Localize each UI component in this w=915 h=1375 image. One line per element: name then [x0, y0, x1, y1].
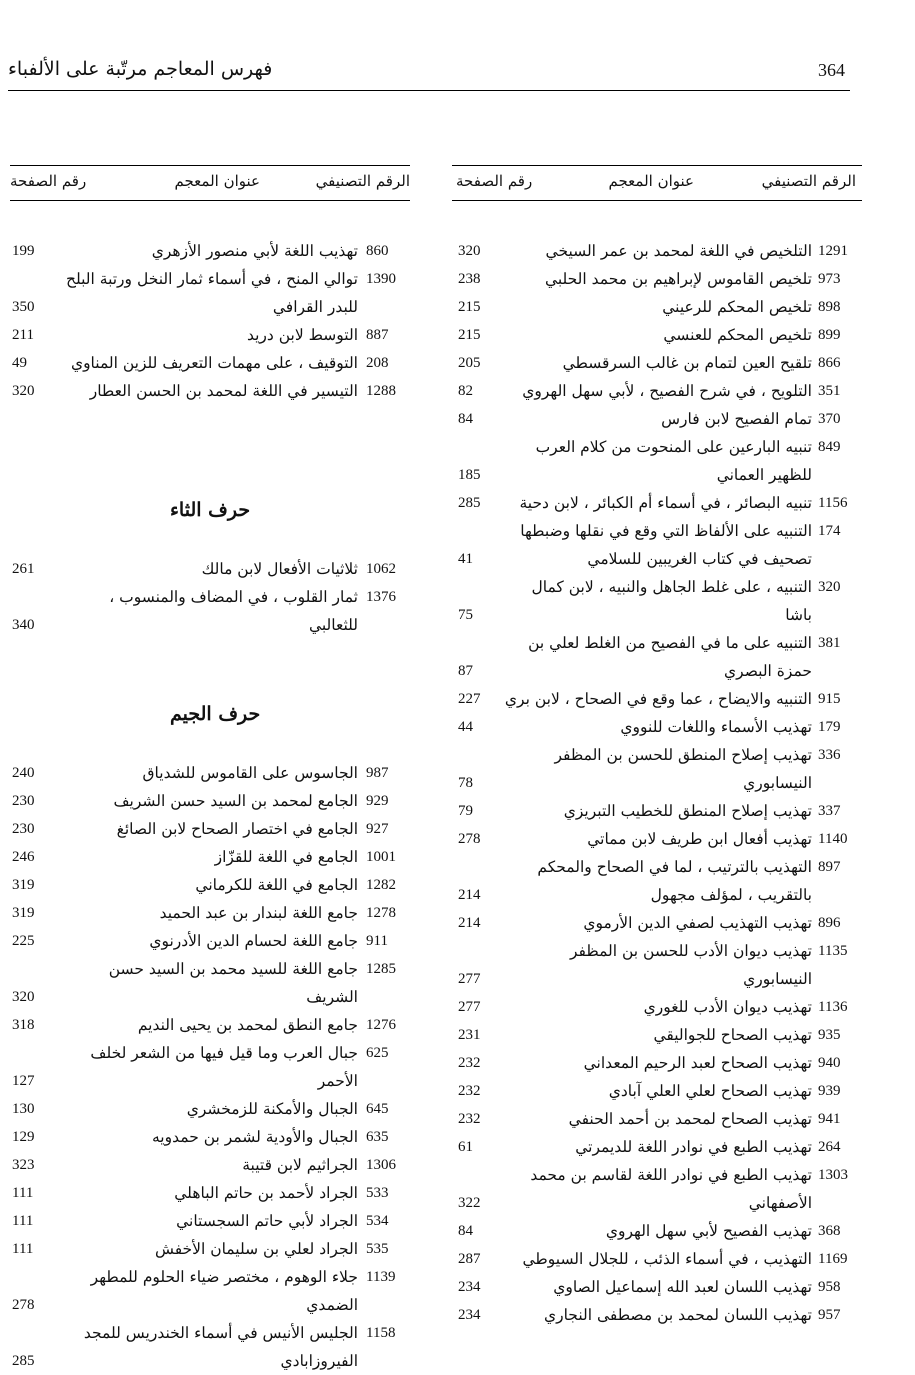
list-item: [10, 1207, 410, 1235]
class-number: 911: [366, 933, 388, 949]
page-ref: 111: [12, 1241, 34, 1257]
dictionary-title: تهذيب الصحاح للجواليقي: [653, 1026, 812, 1044]
dictionary-title: التنبيه ، على غلط الجاهل والنبيه ، لابن كمال باشا: [531, 578, 812, 624]
class-number: 987: [366, 765, 389, 781]
dictionary-title: تهذيب الصحاح لعلي العلي آبادي: [608, 1082, 812, 1100]
dictionary-title: تهذيب الصحاح لمحمد بن أحمد الحنفي: [568, 1110, 812, 1128]
list-item: [452, 489, 862, 517]
list-item: [452, 797, 862, 825]
page-ref: 238: [458, 271, 481, 287]
page-ref: 234: [458, 1279, 481, 1295]
dictionary-title: التنبيه والايضاح ، عما وقع في الصحاح ، لابن بري: [504, 690, 812, 708]
dictionary-title: جبال العرب وما قيل فيها من الشعر لخلف الأحمر: [90, 1044, 358, 1090]
list-item: [452, 1161, 862, 1217]
dictionary-title: الجراد لعلي بن سليمان الأخفش: [154, 1240, 358, 1258]
dictionary-title: تهذيب الفصيح لأبي سهل الهروي: [605, 1222, 812, 1240]
class-number: 897: [818, 859, 841, 875]
list-item: [10, 1263, 410, 1319]
dictionary-title: تلخيص المحكم للعنسي: [663, 326, 812, 344]
list-item: [10, 1319, 410, 1375]
class-number: 264: [818, 1139, 841, 1155]
column-header: [452, 165, 862, 201]
list-item: [10, 1011, 410, 1039]
class-number: 1136: [818, 999, 848, 1015]
list-item: [452, 1273, 862, 1301]
page-ref: 231: [458, 1027, 481, 1043]
class-number: 1285: [366, 961, 396, 977]
class-number: 1306: [366, 1157, 396, 1173]
list-item: [452, 853, 862, 909]
page-ref: 111: [12, 1213, 34, 1229]
dictionary-title: الجامع لمحمد بن السيد حسن الشريف: [113, 792, 358, 810]
class-number: 898: [818, 299, 841, 315]
list-item: [10, 583, 410, 639]
class-number: 1282: [366, 877, 396, 893]
page-ref: 232: [458, 1111, 481, 1127]
list-item: [452, 909, 862, 937]
list-item: [452, 433, 862, 489]
list-item: [10, 1179, 410, 1207]
class-number: 351: [818, 383, 841, 399]
col-dict-title: عنوان المعجم: [174, 172, 260, 190]
page-header: [8, 58, 848, 88]
list-item: [452, 1301, 862, 1329]
page-ref: 129: [12, 1129, 35, 1145]
dictionary-title: تلخيص القاموس لإبراهيم بن محمد الحلبي: [544, 270, 812, 288]
page-ref: 185: [458, 467, 481, 483]
list-item: [10, 871, 410, 899]
class-number: 1303: [818, 1167, 848, 1183]
page-ref: 340: [12, 617, 35, 633]
class-number: 534: [366, 1213, 389, 1229]
list-item: [452, 293, 862, 321]
class-number: 320: [818, 579, 841, 595]
class-number: 625: [366, 1045, 389, 1061]
dictionary-title: تهذيب الصحاح لعبد الرحيم المعداني: [583, 1054, 812, 1072]
page-ref: 49: [12, 355, 27, 371]
dictionary-title: الجامع في اختصار الصحاح لابن الصائغ: [116, 820, 358, 838]
list-item: [10, 759, 410, 787]
class-number: 1288: [366, 383, 396, 399]
page-ref: 318: [12, 1017, 35, 1033]
list-item: [452, 265, 862, 293]
page-ref: 205: [458, 355, 481, 371]
dictionary-title: تهذيب الأسماء واللغات للنووي: [620, 718, 812, 736]
dictionary-title: الجراد لأبي حاتم السجستاني: [176, 1212, 358, 1230]
class-number: 1139: [366, 1269, 396, 1285]
class-number: 957: [818, 1307, 841, 1323]
dictionary-title: تهذيب الطبع في نوادر اللغة لقاسم بن محمد الأصفهاني: [530, 1166, 812, 1212]
col-class-no: الرقم التصنيفي: [315, 172, 410, 190]
list-item: [452, 237, 862, 265]
page-ref: 199: [12, 243, 35, 259]
class-number: 1276: [366, 1017, 396, 1033]
list-item: [10, 927, 410, 955]
class-number: 1001: [366, 849, 396, 865]
dictionary-title: تهذيب الطبع في نوادر اللغة للديمرتي: [575, 1138, 812, 1156]
dictionary-title: تلقيح العين لتمام بن غالب السرقسطي: [562, 354, 812, 372]
list-item: [10, 349, 410, 377]
class-number: 1062: [366, 561, 396, 577]
page-ref: 211: [12, 327, 34, 343]
dictionary-title: التهذيب بالترتيب ، لما في الصحاح والمحكم بالتقريب ، لمؤلف مجهول: [537, 858, 812, 904]
dictionary-title: التوسط لابن دريد: [246, 326, 358, 344]
page-ref: 127: [12, 1073, 35, 1089]
page-ref: 79: [458, 803, 473, 819]
class-number: 958: [818, 1279, 841, 1295]
dictionary-title: التنبيه على الألفاظ التي وقع في نقلها وضبطها تصحيف في كتاب الغريبين للسلامي: [520, 522, 812, 568]
left-column: [10, 165, 410, 1370]
page-ref: 240: [12, 765, 35, 781]
dictionary-title: تهذيب ديوان الأدب للغوري: [643, 998, 812, 1016]
class-number: 1278: [366, 905, 396, 921]
page-ref: 278: [12, 1297, 35, 1313]
page-ref: 215: [458, 327, 481, 343]
page-ref: 61: [458, 1139, 473, 1155]
page-ref: 78: [458, 775, 473, 791]
list-item: [452, 1245, 862, 1273]
class-number: 381: [818, 635, 841, 651]
right-column: [452, 165, 862, 1324]
dictionary-title: تهذيب اللسان لعبد الله إسماعيل الصاوي: [553, 1278, 812, 1296]
class-number: 1291: [818, 243, 848, 259]
page-ref: 320: [12, 383, 35, 399]
class-number: 1135: [818, 943, 848, 959]
entry-list: [10, 237, 410, 405]
page-ref: 277: [458, 971, 481, 987]
dictionary-title: التلخيص في اللغة لمحمد بن عمر السيخي: [545, 242, 812, 260]
dictionary-title: الجامع في اللغة للقزّاز: [214, 848, 358, 866]
list-item: [452, 713, 862, 741]
col-page-no: رقم الصفحة: [456, 172, 533, 190]
dictionary-title: تهذيب أفعال ابن طريف لابن مماتي: [587, 830, 812, 848]
class-number: 370: [818, 411, 841, 427]
class-number: 866: [818, 355, 841, 371]
dictionary-title: جامع اللغة للسيد محمد بن السيد حسن الشريف: [108, 960, 358, 1006]
page-ref: 214: [458, 887, 481, 903]
list-item: [452, 825, 862, 853]
list-item: [452, 1105, 862, 1133]
list-item: [452, 349, 862, 377]
list-item: [10, 787, 410, 815]
page-ref: 111: [12, 1185, 34, 1201]
page-ref: 285: [458, 495, 481, 511]
list-item: [452, 629, 862, 685]
page-ref: 278: [458, 831, 481, 847]
page-ref: 232: [458, 1055, 481, 1071]
list-item: [452, 741, 862, 797]
page-ref: 75: [458, 607, 473, 623]
page-ref: 230: [12, 821, 35, 837]
list-item: [10, 237, 410, 265]
dictionary-title: الجليس الأنيس في أسماء الخندريس للمجد الفيروزابادي: [83, 1324, 358, 1370]
class-number: 935: [818, 1027, 841, 1043]
list-item: [10, 955, 410, 1011]
class-number: 927: [366, 821, 389, 837]
list-item: [452, 685, 862, 713]
page-ref: 215: [458, 299, 481, 315]
list-item: [10, 321, 410, 349]
page-ref: 230: [12, 793, 35, 809]
list-item: [452, 1217, 862, 1245]
page-ref: 320: [458, 243, 481, 259]
list-item: [452, 405, 862, 433]
page-ref: 323: [12, 1157, 35, 1173]
list-item: [10, 1235, 410, 1263]
page-number: 364: [818, 60, 845, 80]
dictionary-title: تلخيص المحكم للرعيني: [662, 298, 812, 316]
class-number: 368: [818, 1223, 841, 1239]
list-item: [452, 993, 862, 1021]
class-number: 849: [818, 439, 841, 455]
section-heading-tha: حرف الثاء: [170, 499, 251, 521]
list-item: [10, 815, 410, 843]
class-number: 1158: [366, 1325, 396, 1341]
page-ref: 227: [458, 691, 481, 707]
entry-list: [10, 759, 410, 1375]
list-item: [10, 555, 410, 583]
dictionary-title: الجبال والأمكنة للزمخشري: [186, 1100, 358, 1118]
class-number: 337: [818, 803, 841, 819]
page-ref: 285: [12, 1353, 35, 1369]
dictionary-title: التلويح ، في شرح الفصيح ، لأبي سهل الهروي: [522, 382, 812, 400]
page-ref: 320: [12, 989, 35, 1005]
page-ref: 225: [12, 933, 35, 949]
page-ref: 319: [12, 877, 35, 893]
dictionary-title: التوقيف ، على مهمات التعريف للزين المناوي: [70, 354, 358, 372]
page-ref: 261: [12, 561, 35, 577]
dictionary-title: الجراثيم لابن قتيبة: [242, 1156, 358, 1174]
class-number: 939: [818, 1083, 841, 1099]
page-ref: 82: [458, 383, 473, 399]
list-item: [452, 517, 862, 573]
dictionary-title: تهذيب ديوان الأدب للحسن بن المظفر النيسابوري: [569, 942, 812, 988]
dictionary-title: تنبيه البصائر ، في أسماء أم الكبائر ، لابن دحية: [519, 494, 812, 512]
dictionary-title: تهذيب إصلاح المنطق للحسن بن المظفر النيسابوري: [554, 746, 812, 792]
list-item: [452, 321, 862, 349]
class-number: 929: [366, 793, 389, 809]
class-number: 973: [818, 271, 841, 287]
page-ref: 232: [458, 1083, 481, 1099]
dictionary-title: تهذيب اللغة لأبي منصور الأزهري: [151, 242, 358, 260]
class-number: 179: [818, 719, 841, 735]
class-number: 533: [366, 1185, 389, 1201]
page-ref: 87: [458, 663, 473, 679]
class-number: 1376: [366, 589, 396, 605]
class-number: 899: [818, 327, 841, 343]
list-item: [10, 265, 410, 321]
list-item: [10, 1095, 410, 1123]
page-ref: 44: [458, 719, 473, 735]
col-dict-title: عنوان المعجم: [608, 172, 694, 190]
page-ref: 246: [12, 849, 35, 865]
list-item: [10, 1123, 410, 1151]
dictionary-title: جامع النطق لمحمد بن يحيى النديم: [137, 1016, 358, 1034]
dictionary-title: التهذيب ، في أسماء الذئب ، للجلال السيوطي: [522, 1250, 812, 1268]
header-rule: [8, 90, 850, 91]
page-ref: 277: [458, 999, 481, 1015]
page-ref: 350: [12, 299, 35, 315]
class-number: 1140: [818, 831, 848, 847]
class-number: 915: [818, 691, 841, 707]
page-ref: 130: [12, 1101, 35, 1117]
list-item: [10, 899, 410, 927]
class-number: 1390: [366, 271, 396, 287]
dictionary-title: توالي المنح ، في أسماء ثمار النخل ورتبة البلح للبدر القرافي: [65, 270, 358, 316]
dictionary-title: ثلاثيات الأفعال لابن مالك: [201, 560, 358, 578]
col-page-no: رقم الصفحة: [10, 172, 87, 190]
dictionary-title: تهذيب التهذيب لصفي الدين الأرموي: [583, 914, 812, 932]
class-number: 1169: [818, 1251, 848, 1267]
column-header: [10, 165, 410, 201]
page-ref: 84: [458, 1223, 473, 1239]
class-number: 336: [818, 747, 841, 763]
dictionary-title: الجامع في اللغة للكرماني: [195, 876, 358, 894]
dictionary-title: جامع اللغة لحسام الدين الأدرنوي: [149, 932, 358, 950]
class-number: 645: [366, 1101, 389, 1117]
dictionary-title: تنبيه البارعين على المنحوت من كلام العرب للظهير العماني: [535, 438, 812, 484]
page-ref: 234: [458, 1307, 481, 1323]
list-item: [452, 1133, 862, 1161]
entry-list: [452, 237, 862, 1329]
class-number: 635: [366, 1129, 389, 1145]
entry-list: [10, 555, 410, 639]
dictionary-title: تمام الفصيح لابن فارس: [661, 410, 812, 428]
list-item: [452, 1021, 862, 1049]
page-ref: 322: [458, 1195, 481, 1211]
dictionary-title: جامع اللغة لبندار بن عبد الحميد: [159, 904, 358, 922]
class-number: 535: [366, 1241, 389, 1257]
dictionary-title: الجاسوس على القاموس للشدياق: [142, 764, 358, 782]
list-item: [10, 377, 410, 405]
page-ref: 319: [12, 905, 35, 921]
list-item: [452, 377, 862, 405]
page-ref: 287: [458, 1251, 481, 1267]
running-title: فهرس المعاجم مرتّبة على الألفباء: [8, 58, 273, 80]
dictionary-title: تهذيب اللسان لمحمد بن مصطفى النجاري: [543, 1306, 812, 1324]
page-ref: 214: [458, 915, 481, 931]
class-number: 208: [366, 355, 389, 371]
dictionary-title: التنبيه على ما في الفصيح من الغلط لعلي بن حمزة البصري: [528, 634, 812, 680]
page-ref: 84: [458, 411, 473, 427]
col-class-no: الرقم التصنيفي: [761, 172, 856, 190]
class-number: 1156: [818, 495, 848, 511]
list-item: [452, 1077, 862, 1105]
class-number: 940: [818, 1055, 841, 1071]
dictionary-title: جلاء الوهوم ، مختصر ضياء الحلوم للمطهر الضمدي: [90, 1268, 358, 1314]
dictionary-title: ثمار القلوب ، في المضاف والمنسوب ، للثعالبي: [109, 588, 358, 634]
list-item: [452, 1049, 862, 1077]
class-number: 174: [818, 523, 841, 539]
section-heading-jim: حرف الجيم: [170, 703, 261, 725]
list-item: [10, 1151, 410, 1179]
list-item: [10, 1039, 410, 1095]
class-number: 941: [818, 1111, 841, 1127]
class-number: 887: [366, 327, 389, 343]
dictionary-title: التيسير في اللغة لمحمد بن الحسن العطار: [89, 382, 358, 400]
class-number: 896: [818, 915, 841, 931]
dictionary-title: الجبال والأودية لشمر بن حمدويه: [151, 1128, 358, 1146]
page-ref: 41: [458, 551, 473, 567]
list-item: [452, 573, 862, 629]
dictionary-title: الجراد لأحمد بن حاتم الباهلي: [174, 1184, 358, 1202]
dictionary-title: تهذيب إصلاح المنطق للخطيب التبريزي: [563, 802, 812, 820]
class-number: 860: [366, 243, 389, 259]
list-item: [452, 937, 862, 993]
list-item: [10, 843, 410, 871]
